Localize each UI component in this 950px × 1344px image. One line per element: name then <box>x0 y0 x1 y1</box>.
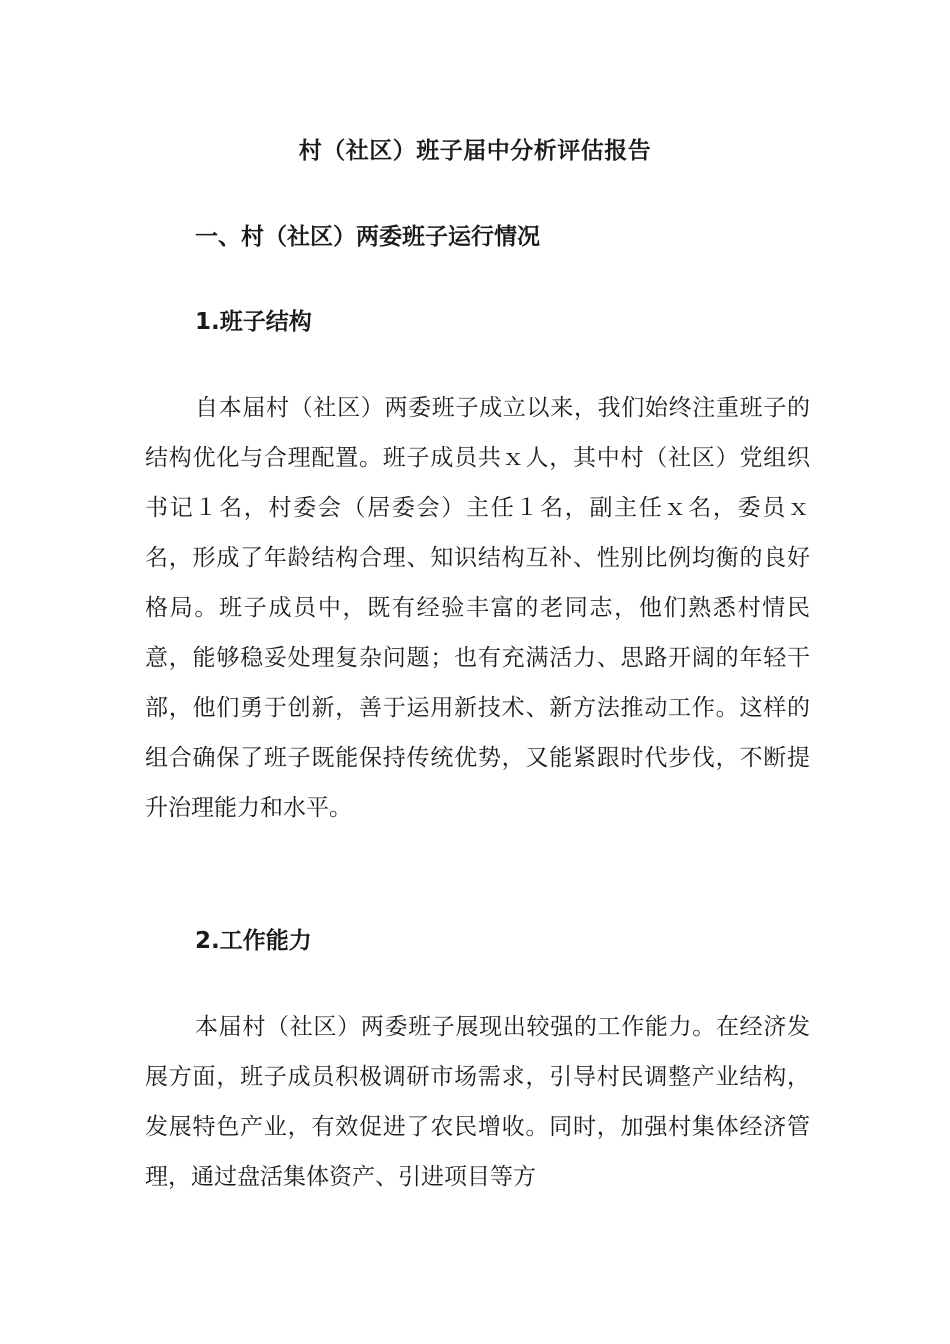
subsection-heading-structure: 1.班子结构 <box>195 309 312 335</box>
section-heading: 一、村（社区）两委班子运行情况 <box>195 224 540 250</box>
document-title: 村（社区）班子届中分析评估报告 <box>298 138 652 164</box>
paragraph-ability: 本届村（社区）两委班子展现出较强的工作能力。在经济发展方面，班子成员积极调研市场需求，引导村民调整产业结构，发展特色产业，有效促进了农民增收。同时，加强村集体经济管理，通过盘活集体资产、引进项目等方 <box>145 1014 810 1190</box>
paragraph-structure: 自本届村（社区）两委班子成立以来，我们始终注重班子的结构优化与合理配置。班子成员共ｘ人，其中村（社区）党组织书记１名，村委会（居委会）主任１名，副主任ｘ名，委员ｘ名，形成了年龄结构合理、知识结构互补、性别比例均衡的良好格局。班子成员中，既有经验丰富的老同志，他们熟悉村情民意，能够稳妥处理复杂问题；也有充满活力、思路开阔的年轻干部，他们勇于创新，善于运用新技术、新方法推动工作。这样的组合确保了班子既能保持传统优势，又能紧跟时代步伐，不断提升治理能力和水平。 <box>145 395 810 821</box>
subsection-heading-ability: 2.工作能力 <box>195 928 312 954</box>
